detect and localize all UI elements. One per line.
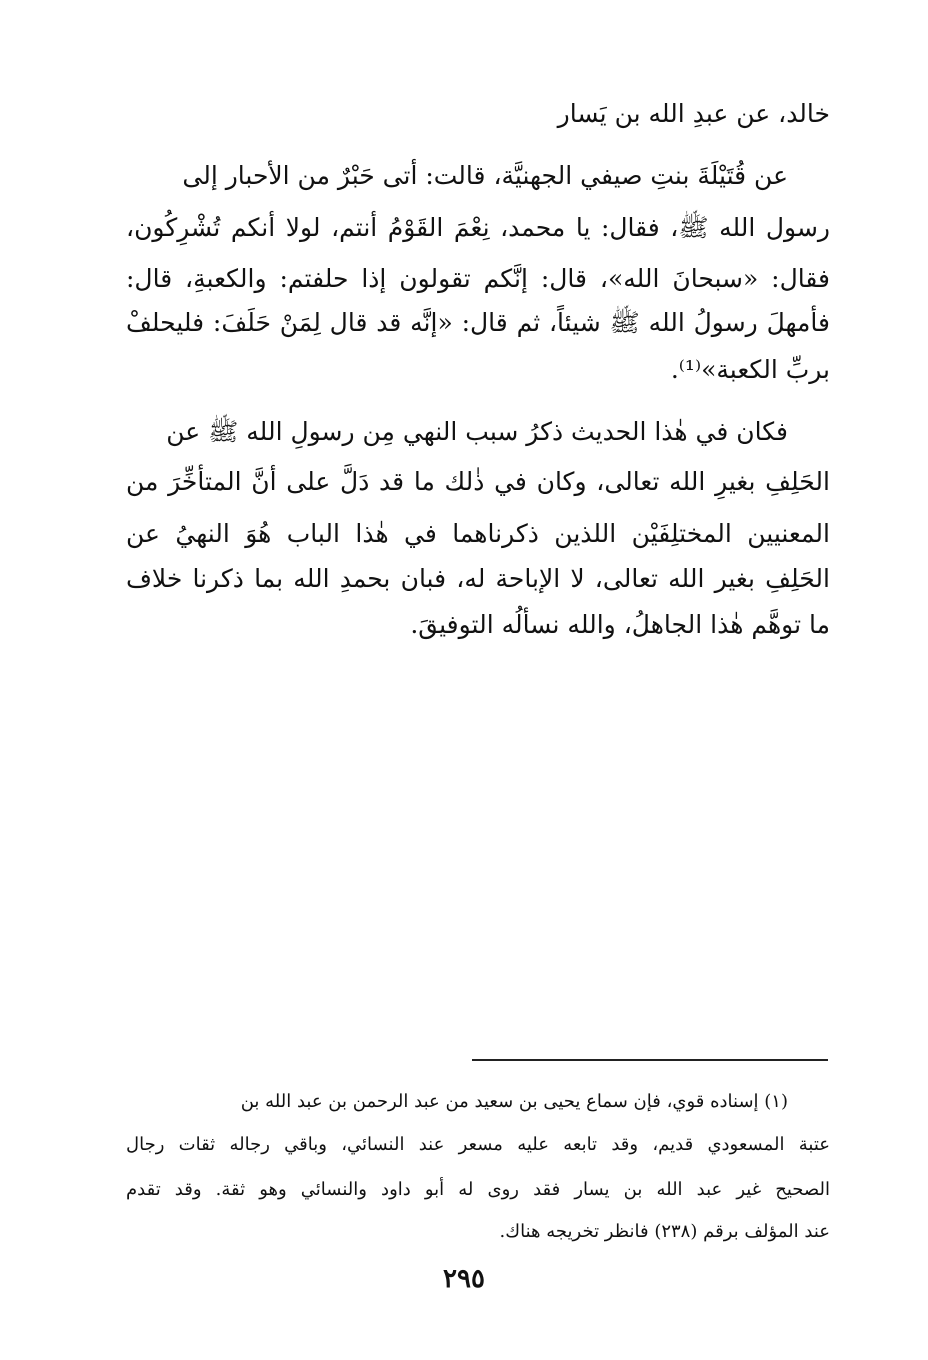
paragraph-1-line: عن قُتَيْلَةَ بنتِ صيفي الجهنيَّة، قالت: أتى حَبْرٌ من الأحبار إلى <box>182 161 788 190</box>
paragraph-1-line: رسول الله ﷺ، فقال: يا محمد، نِعْمَ القَوْمُ أنتم، لولا أنكم تُشْرِكُون، <box>126 213 830 242</box>
footnote-separator <box>472 1059 828 1061</box>
paragraph-1-line: فأمهلَ رسولُ الله ﷺ شيئاً، ثم قال: «إنَّه قد قال لِمَنْ حَلَفَ: فليحلفْ <box>126 308 830 337</box>
paragraph-1-line: فقال: «سبحانَ الله»، قال: إنَّكم تقولون إذا حلفتم: والكعبةِ، قال: <box>126 264 830 293</box>
intro-line: خالد، عن عبدِ الله بن يَسار <box>557 99 830 128</box>
paragraph-1-line: بربِّ الكعبة»⁽¹⁾. <box>670 355 830 384</box>
footnote-line: (١) إسناده قوي، فإن سماع يحيى بن سعيد من عبد الرحمن بن عبد الله بن <box>240 1091 788 1112</box>
paragraph-2-line: المعنيين المختلِفَيْن اللذين ذكرناهما في هٰذا الباب هُوَ النهيُ عن <box>126 519 830 548</box>
footnote-line: عند المؤلف برقم (٢٣٨) فانظر تخريجه هناك. <box>499 1221 830 1242</box>
footnote-line: الصحيح غير عبد الله بن يسار فقد روى له أبو داود والنسائي وهو ثقة. وقد تقدم <box>126 1179 830 1200</box>
paragraph-2-line: الحَلِفِ بغير الله تعالى، لا الإباحة له، فبان بحمدِ الله بما ذكرنا خلاف <box>126 564 830 593</box>
paragraph-2-line: الحَلِفِ بغيرِ الله تعالى، وكان في ذٰلك ما قد دَلَّ على أنَّ المتأخِّرَ من <box>126 467 830 496</box>
paragraph-2-line: ما توهَّم هٰذا الجاهلُ، والله نسألُه التوفيقَ. <box>410 610 830 639</box>
footnote-line: عتبة المسعودي قديم، وقد تابعه عليه مسعر عند النسائي، وباقي رجاله ثقات رجال <box>126 1134 830 1155</box>
paragraph-2-line: فكان في هٰذا الحديث ذكرُ سبب النهي مِن رسولِ الله ﷺ عن <box>166 417 788 446</box>
page-number: ٢٩٥ <box>443 1264 485 1294</box>
